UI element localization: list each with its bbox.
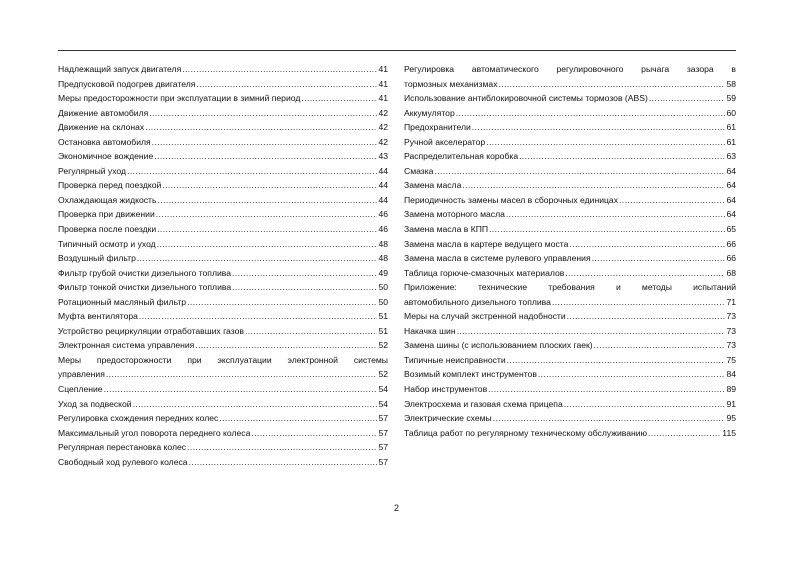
toc-entry-page: 61 [726, 136, 736, 147]
toc-entry [58, 280, 388, 295]
toc-entry-title: Замена масла [404, 180, 462, 191]
toc-entry-title: Фильтр грубой очистки дизельного топлива [58, 267, 232, 278]
dot-leader [507, 353, 726, 368]
toc-entry-title: Остановка автомобиля [58, 136, 151, 147]
dot-leader [488, 382, 725, 397]
dot-leader [594, 338, 726, 353]
dot-leader [182, 62, 377, 77]
toc-entry [404, 149, 736, 164]
toc-entry-page: 44 [378, 180, 388, 191]
toc-entry-page: 61 [726, 122, 736, 133]
toc-entry-page: 44 [378, 194, 388, 205]
dot-leader [489, 222, 725, 237]
toc-entry-title: Движение на склонах [58, 122, 145, 133]
toc-entry-title: Замена моторного масла [404, 209, 505, 220]
dot-leader [232, 280, 377, 295]
dot-leader [456, 106, 726, 121]
toc-entry [58, 324, 388, 339]
toc-entry-page: 71 [726, 296, 736, 307]
toc-entry-page: 63 [726, 151, 736, 162]
toc-entry-title: Меры на случай экстренной надобности [404, 311, 566, 322]
toc-entry-title: Воздушный фильтр [58, 253, 136, 264]
dot-leader [219, 411, 377, 426]
toc-entry-title: Сцепление [58, 384, 103, 395]
dot-leader [564, 397, 726, 412]
toc-entry-page: 51 [378, 325, 388, 336]
dot-leader [499, 77, 726, 92]
toc-entry [404, 106, 736, 121]
toc-entry [58, 164, 388, 179]
toc-entry-title: Возимый комплект инструментов [404, 369, 537, 380]
toc-entry-page: 50 [378, 296, 388, 307]
dot-leader [157, 193, 377, 208]
dot-leader [149, 106, 377, 121]
toc-entry-title: Типичные неисправности [404, 354, 506, 365]
toc-entry [404, 353, 736, 368]
toc-entry-title: Меры предосторожности при эксплуатации электронной системы [58, 354, 388, 365]
toc-entry [404, 309, 736, 324]
toc-entry-page: 75 [726, 354, 736, 365]
dot-leader [301, 91, 377, 106]
dot-leader [245, 324, 378, 339]
toc-entry [404, 382, 736, 397]
toc-entry-page: 48 [378, 253, 388, 264]
toc-entry-title: Проверка при движении [58, 209, 155, 220]
toc-entry-title: Регулировка автоматического регулировочного рычага зазора в [404, 64, 736, 74]
toc-entry [404, 280, 736, 309]
toc-entry-title: Замена масла в картере ведущего моста [404, 238, 569, 249]
dot-leader [145, 120, 377, 135]
toc-entry-title: Проверка после поездки [58, 224, 157, 235]
page-number: 2 [393, 503, 399, 513]
toc-entry-page: 64 [726, 209, 736, 220]
toc-entry-title: Регулировка схождения передних колес [58, 413, 219, 424]
toc-entry-page: 64 [726, 180, 736, 191]
toc-entry [404, 266, 736, 281]
toc-entry [404, 324, 736, 339]
toc-entry [404, 338, 736, 353]
toc-entry [58, 91, 388, 106]
toc-entry-page: 59 [726, 93, 736, 104]
toc-entry-page: 89 [726, 384, 736, 395]
toc-entry [58, 106, 388, 121]
dot-leader [106, 367, 378, 382]
toc-entry-page: 49 [378, 267, 388, 278]
toc-entry-page: 41 [378, 93, 388, 104]
toc-entry-page: 48 [378, 238, 388, 249]
toc-entry-title: Фильтр тонкой очистки дизельного топлива [58, 282, 232, 293]
toc-entry-title: Аккумулятор [404, 107, 455, 118]
toc-entry-page: 41 [378, 78, 388, 89]
dot-leader [137, 251, 378, 266]
toc-entry-page: 46 [378, 209, 388, 220]
toc-entry [404, 237, 736, 252]
toc-entry-title: Надлежащий запуск двигателя [58, 64, 182, 74]
toc-entry [58, 426, 388, 441]
dot-leader [457, 324, 726, 339]
dot-leader [189, 455, 378, 470]
toc-entry-title: Электронная система управления [58, 340, 195, 351]
toc-entry-page: 65 [726, 224, 736, 235]
toc-entry-page: 64 [726, 194, 736, 205]
toc-entry [58, 266, 388, 281]
dot-leader [569, 237, 725, 252]
toc-entry-page: 52 [378, 369, 388, 380]
dot-leader [519, 149, 725, 164]
toc-entry-page: 42 [378, 122, 388, 133]
toc-right-column [404, 62, 736, 440]
toc-entry [404, 135, 736, 150]
toc-entry-page: 66 [726, 238, 736, 249]
dot-leader [493, 411, 726, 426]
toc-entry [58, 382, 388, 397]
toc-entry-title-continued: автомобильного дизельного топлива [404, 296, 551, 307]
toc-entry [58, 353, 388, 382]
dot-leader [434, 164, 725, 179]
dot-leader [538, 367, 726, 382]
toc-entry-title: Периодичность замены масел в сборочных единицах [404, 194, 618, 205]
toc-entry-page: 60 [726, 107, 736, 118]
toc-entry-page: 46 [378, 224, 388, 235]
toc-entry [58, 237, 388, 252]
toc-entry-title: Предохранители [404, 122, 471, 133]
toc-entry [404, 222, 736, 237]
toc-entry-title: Типичный осмотр и уход [58, 238, 156, 249]
toc-entry-title: Уход за подвеской [58, 398, 132, 409]
dot-leader [592, 251, 726, 266]
toc-entry [58, 411, 388, 426]
toc-entry-page: 54 [378, 384, 388, 395]
toc-entry [58, 397, 388, 412]
dot-leader [187, 440, 377, 455]
dot-leader [552, 295, 726, 310]
toc-entry [58, 178, 388, 193]
toc-entry [404, 207, 736, 222]
toc-entry [58, 295, 388, 310]
toc-entry-title: Таблица горюче-смазочных материалов [404, 267, 565, 278]
dot-leader [196, 77, 377, 92]
toc-entry-title: Замена масла в КПП [404, 224, 489, 235]
toc-entry-page: 44 [378, 165, 388, 176]
dot-leader [187, 295, 377, 310]
toc-entry-title: Предпусковой подогрев двигателя [58, 78, 196, 89]
toc-entry [404, 164, 736, 179]
toc-entry-page: 41 [378, 64, 388, 74]
dot-leader [152, 135, 378, 150]
toc-entry-page: 57 [378, 442, 388, 453]
toc-entry [404, 178, 736, 193]
toc-entry-page: 57 [378, 427, 388, 438]
toc-entry-title: Меры предосторожности при эксплуатации в зимний период [58, 93, 301, 104]
dot-leader [486, 135, 725, 150]
toc-entry [404, 120, 736, 135]
toc-entry-title: Ручной акселератор [404, 136, 486, 147]
toc-entry-page: 52 [378, 340, 388, 351]
toc-entry-page: 66 [726, 253, 736, 264]
toc-entry-title: Распределительная коробка [404, 151, 519, 162]
dot-leader [195, 338, 377, 353]
toc-entry-title: Замена масла в системе рулевого управления [404, 253, 591, 264]
toc-entry [58, 440, 388, 455]
toc-entry-page: 91 [726, 398, 736, 409]
toc-entry-page: 51 [378, 311, 388, 322]
toc-entry [404, 426, 736, 441]
toc-entry-page: 42 [378, 136, 388, 147]
toc-entry-page: 73 [726, 340, 736, 351]
toc-entry [58, 77, 388, 92]
toc-entry [404, 193, 736, 208]
dot-leader [648, 426, 721, 441]
toc-entry-title: Движение автомобиля [58, 107, 149, 118]
toc-entry-page: 42 [378, 107, 388, 118]
toc-entry [58, 207, 388, 222]
dot-leader [154, 149, 377, 164]
toc-entry-title: Использование антиблокировочной системы тормозов (ABS) [404, 93, 648, 104]
dot-leader [162, 178, 377, 193]
dot-leader [157, 237, 378, 252]
dot-leader [133, 397, 378, 412]
toc-entry [58, 251, 388, 266]
toc-entry-title: Накачка шин [404, 325, 456, 336]
toc-entry [404, 62, 736, 91]
toc-entry [58, 338, 388, 353]
toc-entry-page: 73 [726, 311, 736, 322]
toc-entry-title: Электросхема и газовая схема прицепа [404, 398, 563, 409]
toc-entry [58, 455, 388, 470]
toc-entry [404, 411, 736, 426]
dot-leader [251, 426, 377, 441]
toc-entry-title: Охлаждающая жидкость [58, 194, 157, 205]
toc-entry-page: 115 [722, 427, 736, 438]
toc-entry-title-continued: управления [58, 369, 105, 380]
toc-entry-page: 68 [726, 267, 736, 278]
toc-entry-title: Устройство рециркуляции отработавших газов [58, 325, 244, 336]
dot-leader [649, 91, 726, 106]
toc-entry-page: 50 [378, 282, 388, 293]
toc-entry [58, 193, 388, 208]
toc-entry-title: Проверка перед поездкой [58, 180, 162, 191]
toc-entry [58, 62, 388, 77]
dot-leader [565, 266, 725, 281]
toc-entry-title: Смазка [404, 165, 434, 176]
toc-entry-page: 84 [726, 369, 736, 380]
toc-entry [404, 251, 736, 266]
toc-entry-title: Замена шины (с использованием плоских гаек) [404, 340, 593, 351]
toc-entry-title: Ротационный масляный фильтр [58, 296, 187, 307]
toc-entry [404, 367, 736, 382]
toc-entry-page: 57 [378, 413, 388, 424]
toc-entry-title: Регулярный уход [58, 165, 127, 176]
toc-entry-page: 58 [726, 78, 736, 89]
dot-leader [567, 309, 726, 324]
toc-entry [58, 222, 388, 237]
toc-entry-title: Максимальный угол поворота переднего колеса [58, 427, 251, 438]
toc-entry-page: 64 [726, 165, 736, 176]
toc-entry-page: 54 [378, 398, 388, 409]
dot-leader [139, 309, 378, 324]
toc-entry [404, 91, 736, 106]
toc-entry [404, 397, 736, 412]
toc-entry-title: Таблица работ по регулярному техническому обслуживанию [404, 427, 648, 438]
toc-entry-title: Регулярная перестановка колес [58, 442, 187, 453]
toc-entry-page: 57 [378, 456, 388, 467]
dot-leader [506, 207, 726, 222]
toc-entry-page: 73 [726, 325, 736, 336]
dot-leader [156, 207, 378, 222]
dot-leader [104, 382, 378, 397]
toc-entry-page: 95 [726, 413, 736, 424]
dot-leader [619, 193, 725, 208]
toc-entry [58, 309, 388, 324]
toc-entry-title: Приложение: технические требования и методы испытаний [404, 282, 736, 293]
top-rule [58, 50, 736, 51]
toc-entry [58, 149, 388, 164]
toc-entry-page: 43 [378, 151, 388, 162]
dot-leader [232, 266, 377, 281]
dot-leader [127, 164, 377, 179]
dot-leader [157, 222, 377, 237]
toc-entry-title: Свободный ход рулевого колеса [58, 456, 188, 467]
toc-entry-title-continued: тормозных механизмах [404, 78, 498, 89]
toc-entry [58, 120, 388, 135]
dot-leader [462, 178, 725, 193]
toc-entry-title: Электрические схемы [404, 413, 492, 424]
dot-leader [472, 120, 726, 135]
toc-entry [58, 135, 388, 150]
toc-entry-title: Муфта вентилятора [58, 311, 138, 322]
toc-entry-title: Экономичное вождение [58, 151, 154, 162]
toc-entry-title: Набор инструментов [404, 384, 488, 395]
toc-left-column [58, 62, 388, 469]
